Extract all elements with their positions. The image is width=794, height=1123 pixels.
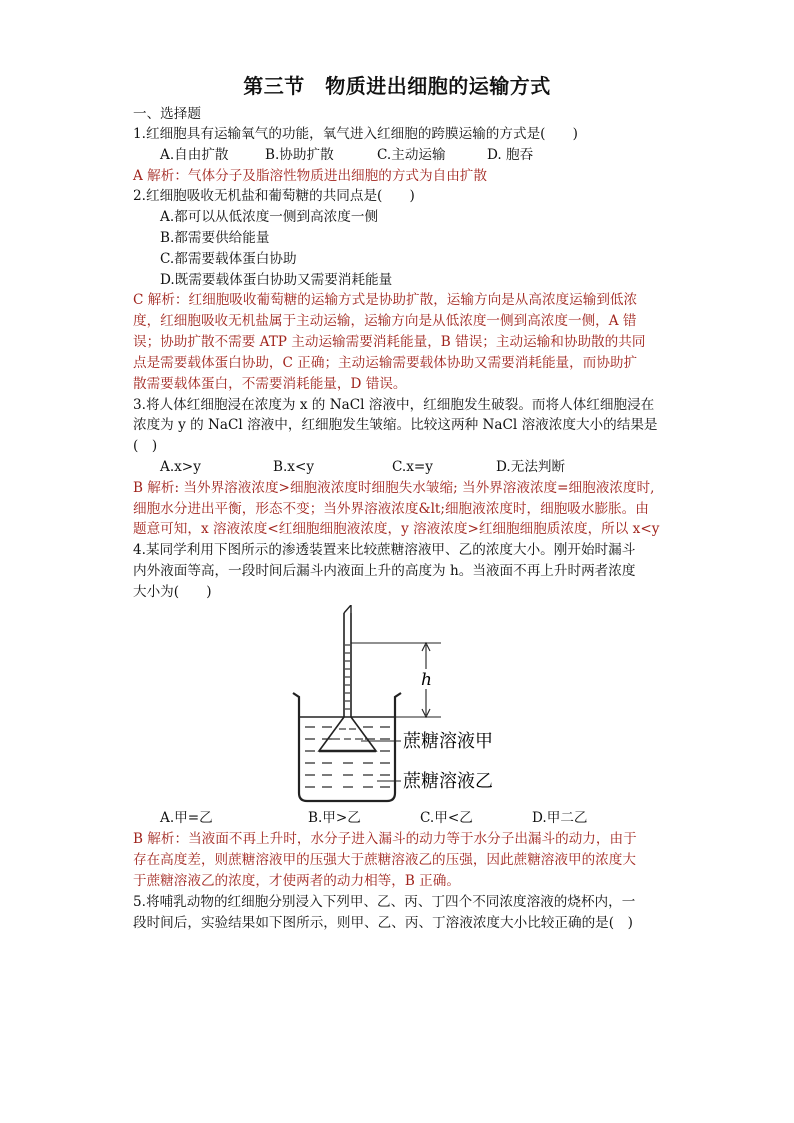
q2-analysis-line: C 解析：红细胞吸收葡萄糖的运输方式是协助扩散，运输方向是从高浓度运输到低浓 [133,292,638,308]
q3-option-b: B.x<y [273,459,315,475]
q2-analysis-line: 度，红细胞吸收无机盐属于主动运输，运输方向是从低浓度一侧到高浓度一侧，A 错 [133,313,637,329]
q3-analysis-line: B 解析: 当外界溶液浓度>细胞液浓度时细胞失水皱缩; 当外界溶液浓度=细胞液浓度时, [133,480,655,496]
q4-stem-line: 4.某同学利用下图所示的渗透装置来比较蔗糖溶液甲、乙的浓度大小。刚开始时漏斗 [133,542,636,558]
q2-analysis-line: 散需要载体蛋白，不需要消耗能量，D 错误。 [133,376,407,392]
q1-option-c: C.主动运输 [377,147,446,163]
q3-stem-line: ( ) [133,438,158,454]
q3-option-c: C.x=y [392,459,433,475]
q3-analysis-line: 细胞水分进出平衡，形态不变；当外界溶液浓度&lt;细胞液浓度时，细胞吸水膨胀。由 [133,501,649,517]
q1-option-d: D. 胞吞 [487,147,534,163]
q2-analysis-line: 误；协助扩散不需要 ATP 主动运输需要消耗能量，B 错误；主动运输和协助散的共同 [133,334,646,350]
q2-option-c: C.都需要载体蛋白协助 [160,251,297,267]
q1-stem: 1.红细胞具有运输氧气的功能，氧气进入红细胞的跨膜运输的方式是( ) [133,126,578,142]
q1-analysis: A 解析：气体分子及脂溶性物质进出细胞的方式为自由扩散 [133,168,487,184]
q4-analysis-line: 于蔗糖溶液乙的浓度，才使两者的动力相等，B 正确。 [133,873,460,889]
h-label: h [421,670,432,690]
q2-option-d: D.既需要载体蛋白协助又需要消耗能量 [160,272,393,288]
q4-option-a: A.甲=乙 [160,810,213,826]
osmosis-apparatus-figure [285,605,515,805]
q5-stem-line: 段时间后，实验结果如下图所示，则甲、乙、丙、丁溶液浓度大小比较正确的是( ) [133,915,633,931]
q3-stem-line: 浓度为 y 的 NaCl 溶液中，红细胞发生皱缩。比较这两种 NaCl 溶液浓度大小的结果是 [133,417,658,433]
q4-analysis-line: 存在高度差，则蔗糖溶液甲的压强大于蔗糖溶液乙的压强，因此蔗糖溶液甲的浓度大 [133,852,636,868]
q4-option-c: C.甲<乙 [420,810,473,826]
q2-option-a: A.都可以从低浓度一侧到高浓度一侧 [160,209,379,225]
q4-stem-line: 大小为( ) [133,584,212,600]
tube-liquid-hatching [345,645,350,709]
page-title: 第三节 物质进出细胞的运输方式 [243,74,551,98]
q3-analysis-line: 题意可知，x 溶液浓度<红细胞细胞液浓度，y 溶液浓度>红细胞细胞质浓度，所以 x<y [133,521,660,537]
q3-stem-line: 3.将人体红细胞浸在浓度为 x 的 NaCl 溶液中，红细胞发生破裂。而将人体红细胞浸在 [133,397,655,413]
section-heading: 一、选择题 [133,106,201,122]
q3-option-d: D.无法判断 [496,459,566,475]
q3-option-a: A.x>y [160,459,201,475]
q4-analysis-line: B 解析：当液面不再上升时，水分子进入漏斗的动力等于水分子出漏斗的动力，由于 [133,831,637,847]
label-solution-jia: 蔗糖溶液甲 [403,731,493,752]
q2-analysis-line: 点是需要载体蛋白协助，C 正确；主动运输需要载体协助又需要消耗能量，而协助扩 [133,355,638,371]
q4-option-b: B.甲>乙 [308,810,361,826]
q1-option-a: A.自由扩散 [160,147,229,163]
q4-stem-line: 内外液面等高，一段时间后漏斗内液面上升的高度为 h。当液面不再上升时两者浓度 [133,563,636,579]
q4-option-d: D.甲二乙 [532,810,588,826]
q2-option-b: B.都需要供给能量 [160,230,270,246]
outer-liquid-hatching [305,727,390,787]
q5-stem-line: 5.将哺乳动物的红细胞分别浸入下列甲、乙、丙、丁四个不同浓度溶液的烧杯内，一 [133,894,636,910]
q1-option-b: B.协助扩散 [265,147,334,163]
label-solution-yi: 蔗糖溶液乙 [403,771,493,792]
funnel-cone [319,717,376,751]
q2-stem: 2.红细胞吸收无机盐和葡萄糖的共同点是( ) [133,188,415,204]
